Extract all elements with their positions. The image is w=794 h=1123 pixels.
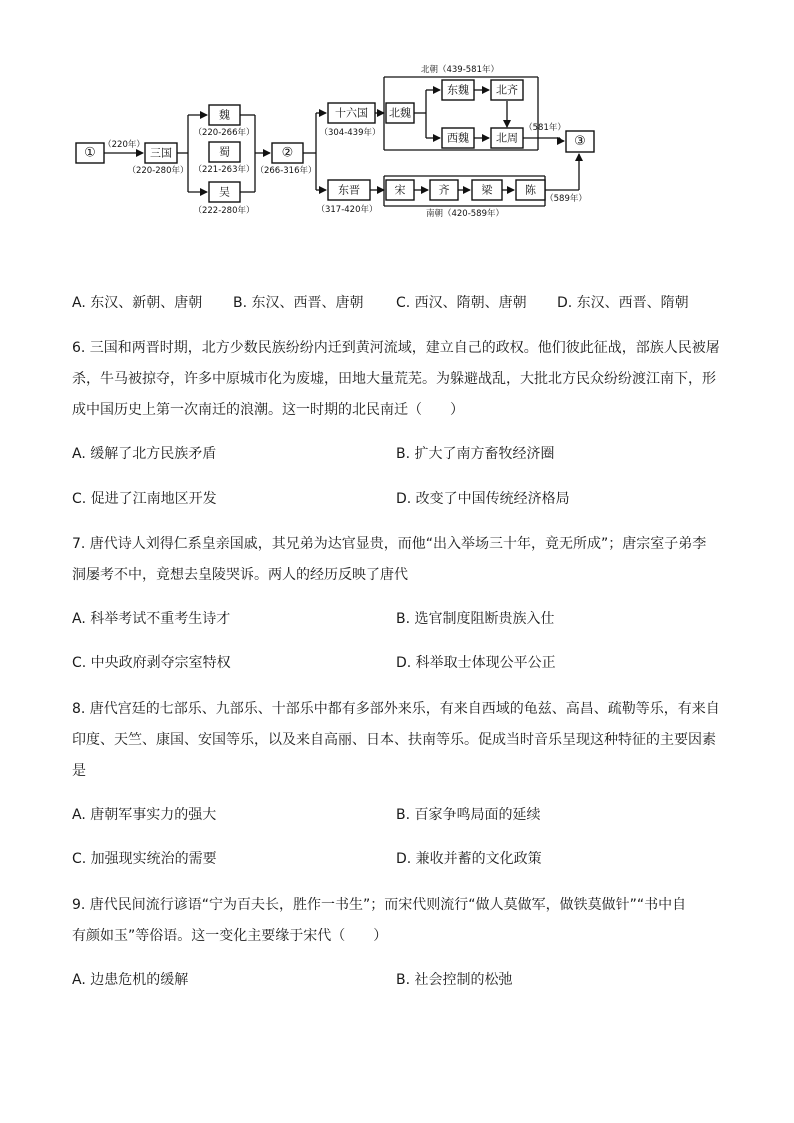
q7-option-b[interactable]: B. 选官制度阻断贵族入仕	[396, 611, 555, 627]
label-nanchao: 南朝（420-589年）	[425, 209, 505, 219]
node-beizhou: 北周	[496, 131, 518, 145]
q8-option-b[interactable]: B. 百家争鸣局面的延续	[396, 807, 541, 823]
q8-stem-line: 8. 唐代宫廷的七部乐、九部乐、十部乐中都有多部外来乐，有来自西域的龟兹、高昌、疏勒等乐，有来自	[72, 701, 720, 717]
q8-option-a[interactable]: A. 唐朝军事实力的强大	[72, 807, 217, 823]
node-sanguo: 三国	[150, 146, 172, 160]
q8-option-d[interactable]: D. 兼收并蓄的文化政策	[396, 851, 542, 867]
label-wei-years: （220-266年）	[193, 128, 255, 138]
label-shiliuguo-years: （304-439年）	[319, 128, 381, 138]
q6-option-a[interactable]: A. 缓解了北方民族矛盾	[72, 446, 217, 462]
q7-stem-line: 7. 唐代诗人刘得仁系皇亲国戚，其兄弟为达官显贵，而他“出入举场三十年，竟无所成”；唐宗室子弟李	[72, 536, 707, 552]
node-qi: 齐	[438, 183, 450, 197]
q8-stem-line: 印度、天竺、康国、安国等乐，以及来自高丽、日本、扶南等乐。促成当时音乐呈现这种特征的主要因素	[72, 732, 716, 748]
label-589: （589年）	[545, 194, 587, 204]
label-wu-years: （222-280年）	[193, 206, 255, 216]
node-liang: 梁	[481, 183, 493, 197]
q9-stem-line: 9. 唐代民间流行谚语“宁为百夫长，胜作一书生”；而宋代则流行“做人莫做军，做铁莫做针”“书中自	[72, 897, 687, 913]
node-3: ③	[574, 134, 586, 149]
node-2: ②	[281, 145, 294, 161]
q5-option-a[interactable]: A. 东汉、新朝、唐朝	[72, 295, 203, 311]
label-n2-years: （266-316年）	[255, 166, 317, 176]
q5-option-b[interactable]: B. 东汉、西晋、唐朝	[233, 295, 364, 311]
q6-option-d[interactable]: D. 改变了中国传统经济格局	[396, 491, 570, 507]
node-song: 宋	[394, 183, 406, 197]
label-sanguo-years: （220-280年）	[127, 166, 189, 176]
q7-option-d[interactable]: D. 科举取士体现公平公正	[396, 655, 556, 671]
q6-stem-line: 6. 三国和两晋时期，北方少数民族纷纷内迁到黄河流域，建立自己的政权。他们彼此征战，部族人民被屠	[72, 340, 720, 356]
node-dongwei: 东魏	[447, 83, 469, 97]
node-shiliuguo: 十六国	[335, 106, 368, 120]
q9-stem-line: 有颜如玉”等俗语。这一变化主要缘于宋代（ ）	[72, 928, 388, 944]
q7-stem-line: 洞屡考不中，竟想去皇陵哭诉。两人的经历反映了唐代	[72, 567, 408, 583]
q8-stem-line: 是	[72, 763, 86, 779]
q6-stem-line: 杀，牛马被掠夺，许多中原城市化为废墟，田地大量荒芜。为躲避战乱，大批北方民众纷纷渡江南下，形	[72, 371, 716, 387]
q9-option-a[interactable]: A. 边患危机的缓解	[72, 972, 189, 988]
label-220: （220年）	[103, 140, 145, 150]
node-xiwei: 西魏	[447, 131, 469, 145]
node-beiqi: 北齐	[496, 83, 518, 97]
q8-option-c[interactable]: C. 加强现实统治的需要	[72, 851, 217, 867]
node-wu: 吴	[219, 185, 230, 199]
q9-option-b[interactable]: B. 社会控制的松弛	[396, 972, 513, 988]
q7-option-a[interactable]: A. 科举考试不重考生诗才	[72, 611, 231, 627]
label-beichao: 北朝（439-581年）	[420, 65, 500, 75]
node-1: ①	[84, 145, 96, 161]
q7-option-c[interactable]: C. 中央政府剥夺宗室特权	[72, 655, 231, 671]
label-581: （581年）	[524, 123, 566, 133]
node-chen: 陈	[525, 183, 536, 197]
q6-option-c[interactable]: C. 促进了江南地区开发	[72, 491, 217, 507]
q5-option-c[interactable]: C. 西汉、隋朝、唐朝	[396, 295, 527, 311]
label-shu-years: （221-263年）	[193, 165, 255, 175]
node-dongjin: 东晋	[338, 183, 360, 197]
dynasty-flow-diagram	[0, 0, 794, 250]
q6-option-b[interactable]: B. 扩大了南方畜牧经济圈	[396, 446, 555, 462]
node-beiwei: 北魏	[389, 106, 411, 120]
label-dongjin-years: （317-420年）	[316, 205, 378, 215]
q6-stem-line: 成中国历史上第一次南迁的浪潮。这一时期的北民南迁（ ）	[72, 402, 464, 418]
node-shu: 蜀	[219, 145, 230, 159]
node-wei: 魏	[219, 108, 230, 122]
q5-option-d[interactable]: D. 东汉、西晋、隋朝	[557, 295, 689, 311]
